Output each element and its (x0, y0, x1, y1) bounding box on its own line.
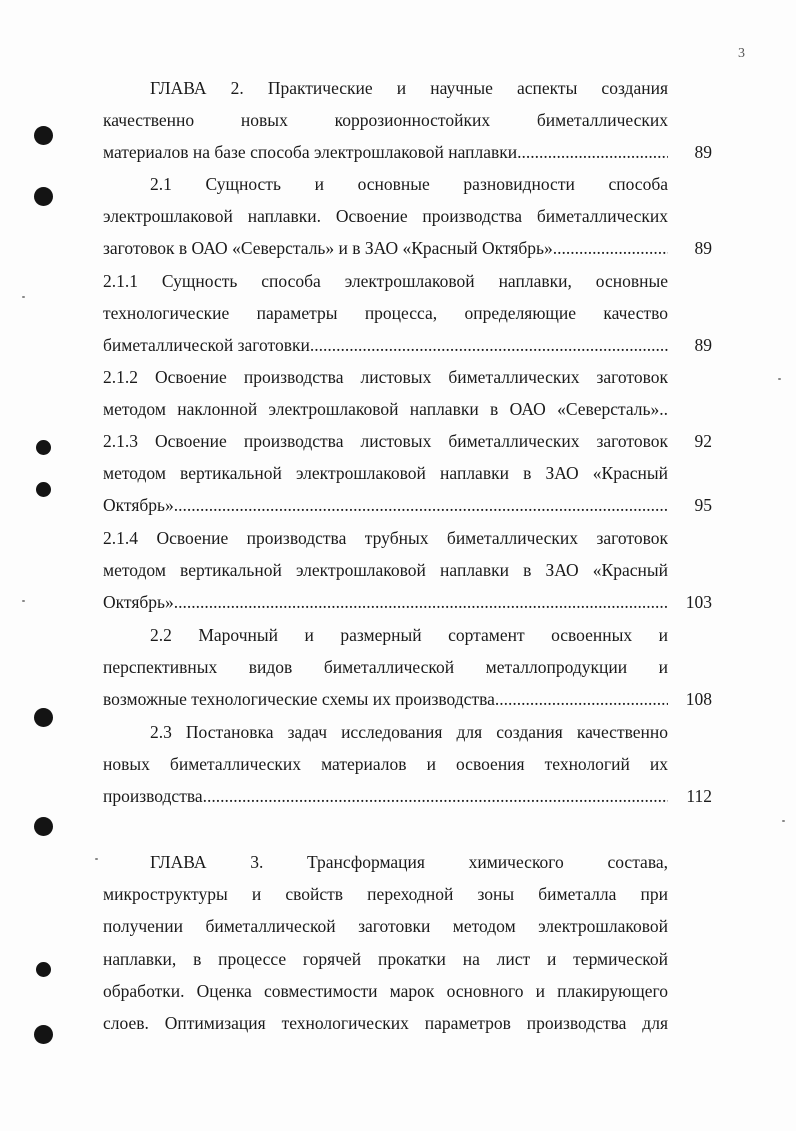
toc-section-2-3-line-1: 2.3 Постановка задач исследования для создания качественно (150, 722, 668, 742)
toc-section-2-1-line-3: заготовок в ОАО «Северсталь» и в ЗАО «Красный Октябрь» ..... (103, 232, 668, 264)
toc-section-2-1-3-page: 95 (694, 495, 712, 515)
toc-chapter-3-line-3: получении биметаллической заготовки методом электрошлаковой (103, 916, 668, 936)
toc-chapter-2-line-3: материалов на базе способа электрошлаковой наплавки ..... (103, 136, 668, 168)
scan-speck (95, 858, 98, 860)
scan-speck (782, 820, 785, 822)
scan-speck (22, 296, 25, 298)
toc-chapter-3-line-4: наплавки, в процессе горячей прокатки на лист и термической (103, 949, 668, 969)
toc-section-2-1-3-line-2: методом вертикальной электрошлаковой наплавки в ЗАО «Красный (103, 463, 668, 483)
toc-section-2-2-line-1: 2.2 Марочный и размерный сортамент освоенных и (150, 625, 668, 645)
toc-section-2-1-2-line-2: методом наклонной электрошлаковой наплавки в ОАО «Северсталь».. (103, 399, 668, 419)
toc-section-2-3-page: 112 (686, 786, 712, 806)
punch-hole-2 (34, 187, 53, 206)
scan-speck (778, 378, 781, 380)
punch-hole-6 (34, 817, 53, 836)
toc-section-2-2-page: 108 (685, 689, 712, 709)
toc-chapter-3-line-2: микроструктуры и свойств переходной зоны биметалла при (103, 884, 668, 904)
toc-section-2-1-4-line-1: 2.1.4 Освоение производства трубных биметаллических заготовок (103, 528, 668, 548)
punch-hole-3 (36, 440, 51, 455)
toc-section-2-1-4-page: 103 (685, 592, 712, 612)
toc-section-2-1-1-page: 89 (694, 335, 712, 355)
page-number: 3 (738, 46, 745, 61)
toc-chapter-3-line-1: ГЛАВА 3. Трансформация химического состава, (150, 852, 668, 872)
toc-section-2-1-3-line-3: Октябрь» ..... (103, 489, 668, 521)
scan-speck (22, 600, 25, 602)
toc-section-2-1-3-line-1: 2.1.3 Освоение производства листовых биметаллических заготовок (103, 431, 668, 451)
toc-section-2-1-line-1: 2.1 Сущность и основные разновидности способа (150, 174, 668, 194)
punch-hole-1 (34, 126, 53, 145)
toc-section-2-1-1-line-2: технологические параметры процесса, определяющие качество (103, 303, 668, 323)
toc-section-2-2-line-3: возможные технологические схемы их производства ..... (103, 683, 668, 715)
toc-section-2-1-4-line-3: Октябрь» ..... (103, 586, 668, 618)
toc-section-2-1-1-line-3: биметаллической заготовки ..... (103, 329, 668, 361)
toc-section-2-3-line-2: новых биметаллических материалов и освоения технологий их (103, 754, 668, 774)
toc-section-2-1-1-line-1: 2.1.1 Сущность способа электрошлаковой наплавки, основные (103, 271, 668, 291)
punch-hole-7 (36, 962, 51, 977)
toc-section-2-1-4-line-2: методом вертикальной электрошлаковой наплавки в ЗАО «Красный (103, 560, 668, 580)
toc-section-2-1-page: 89 (694, 238, 712, 258)
toc-section-2-1-line-2: электрошлаковой наплавки. Освоение производства биметаллических (103, 206, 668, 226)
punch-hole-8 (34, 1025, 53, 1044)
toc-chapter-2-line-1: ГЛАВА 2. Практические и научные аспекты создания (150, 78, 668, 98)
punch-hole-5 (34, 708, 53, 727)
toc-section-2-2-line-2: перспективных видов биметаллической металлопродукции и (103, 657, 668, 677)
punch-hole-4 (36, 482, 51, 497)
toc-chapter-2-line-2: качественно новых коррозионностойких биметаллических (103, 110, 668, 130)
toc-chapter-3-line-6: слоев. Оптимизация технологических параметров производства для (103, 1013, 668, 1033)
toc-chapter-3-line-5: обработки. Оценка совместимости марок основного и плакирующего (103, 981, 668, 1001)
toc-section-2-1-2-page: 92 (694, 431, 712, 451)
toc-section-2-3-line-3: производства ..... (103, 780, 668, 812)
toc-section-2-1-2-line-1: 2.1.2 Освоение производства листовых биметаллических заготовок (103, 367, 668, 387)
toc-chapter-2-page: 89 (694, 142, 712, 162)
